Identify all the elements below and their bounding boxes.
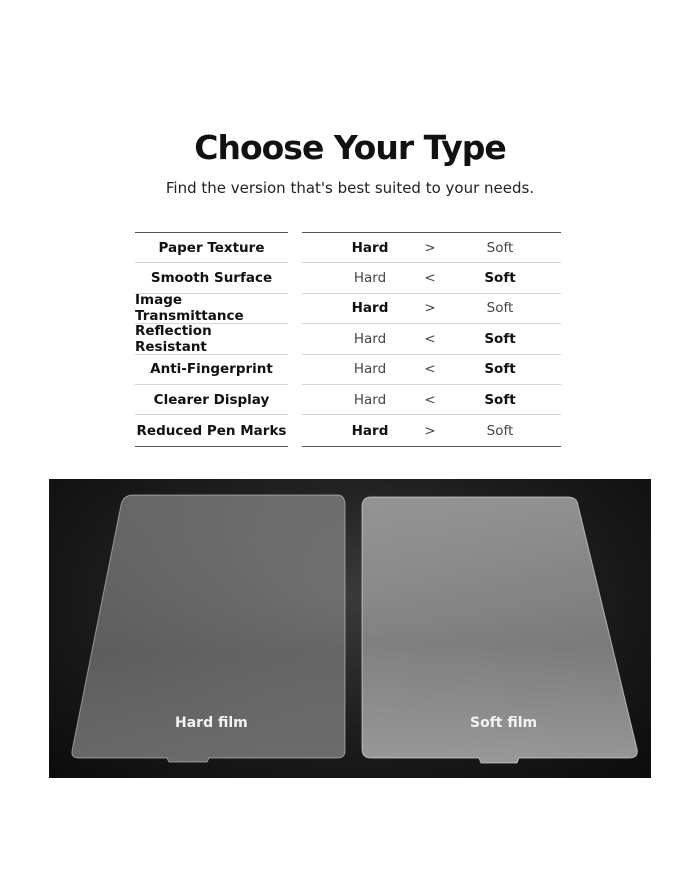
comparison-symbol: < <box>424 330 436 347</box>
hard-film-label: Hard film <box>175 715 248 731</box>
feature-label: Reflection Resistant <box>135 324 288 354</box>
page-subtitle: Find the version that's best suited to your needs. <box>165 179 535 197</box>
comparison-column <box>302 232 561 447</box>
soft-value: Soft <box>484 391 516 408</box>
feature-column <box>135 232 288 447</box>
feature-label: Paper Texture <box>135 233 288 263</box>
comparison-symbol: < <box>424 391 436 408</box>
hard-value: Hard <box>353 270 387 287</box>
comparison-symbol: < <box>424 361 436 378</box>
soft-value: Soft <box>486 239 514 256</box>
hard-value: Hard <box>353 330 387 347</box>
comparison-row <box>302 263 561 293</box>
film-sheets-illustration <box>49 479 651 778</box>
feature-label: Reduced Pen Marks <box>136 422 287 439</box>
film-comparison-photo <box>49 479 651 778</box>
hard-value: Hard <box>353 361 387 378</box>
comparison-symbol: > <box>424 239 436 256</box>
hard-value: Hard <box>351 422 389 439</box>
comparison-row <box>302 385 561 415</box>
soft-value: Soft <box>486 300 514 317</box>
hard-value: Hard <box>353 391 387 408</box>
page-title: Choose Your Type <box>194 128 506 167</box>
soft-value: Soft <box>484 361 516 378</box>
feature-label: Anti-Fingerprint <box>135 355 288 385</box>
comparison-row <box>302 233 561 263</box>
comparison-row <box>302 415 561 445</box>
comparison-symbol: > <box>424 422 436 439</box>
hard-value: Hard <box>351 239 389 256</box>
comparison-row <box>302 355 561 385</box>
soft-value: Soft <box>484 270 516 287</box>
feature-label: Clearer Display <box>135 385 288 415</box>
comparison-row <box>302 324 561 354</box>
comparison-symbol: > <box>424 300 436 317</box>
soft-value: Soft <box>484 330 516 347</box>
comparison-symbol: < <box>424 270 436 287</box>
feature-label: Image Transmittance <box>135 294 288 324</box>
soft-film-label: Soft film <box>470 715 538 731</box>
hard-value: Hard <box>351 300 389 317</box>
feature-label: Smooth Surface <box>135 263 288 293</box>
soft-value: Soft <box>486 422 514 439</box>
comparison-row <box>302 294 561 324</box>
